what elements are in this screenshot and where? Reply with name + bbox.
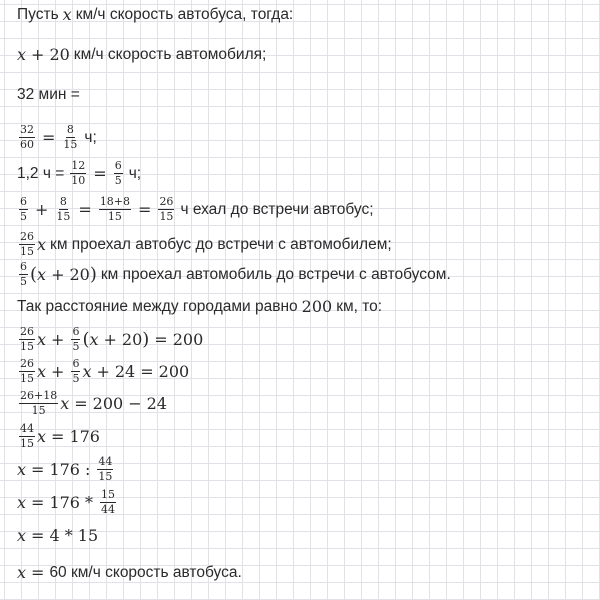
fraction bbox=[114, 160, 123, 187]
var-x: x bbox=[37, 264, 47, 284]
fraction bbox=[19, 261, 28, 288]
var-x: x bbox=[17, 526, 27, 545]
fraction bbox=[19, 390, 58, 417]
numerator: 12 bbox=[71, 159, 86, 172]
line-17 bbox=[17, 562, 592, 584]
equals-sign: = bbox=[31, 563, 45, 582]
fraction bbox=[62, 124, 78, 151]
line-1 bbox=[17, 4, 592, 26]
denominator: 15 bbox=[159, 210, 174, 223]
denominator: 5 bbox=[114, 174, 122, 187]
numerator: 26 bbox=[20, 325, 34, 338]
expression: 4 * 15 bbox=[49, 526, 99, 545]
line-9 bbox=[17, 296, 592, 318]
equals-sign: = bbox=[78, 199, 92, 219]
numerator: 6 bbox=[20, 195, 27, 208]
line-9-post: км, то: bbox=[336, 298, 383, 315]
numerator: 8 bbox=[66, 123, 74, 136]
numerator: 44 bbox=[20, 422, 34, 435]
denominator: 15 bbox=[63, 138, 78, 151]
line-6-post: ч ехал до встречи автобус; bbox=[180, 200, 374, 218]
line-15 bbox=[17, 489, 592, 516]
number: 20 bbox=[69, 264, 90, 284]
result: 200 bbox=[172, 329, 204, 349]
denominator: 15 bbox=[107, 210, 122, 223]
var-x: x bbox=[17, 563, 27, 582]
denominator: 44 bbox=[100, 503, 115, 516]
denominator: 15 bbox=[20, 372, 34, 385]
numerator: 26+18 bbox=[20, 389, 58, 402]
plus-sign: + bbox=[51, 361, 65, 381]
number: 20 bbox=[49, 45, 70, 64]
fraction bbox=[71, 358, 80, 385]
plus-sign: + bbox=[35, 199, 49, 219]
number: 176 bbox=[49, 459, 80, 479]
denominator: 10 bbox=[71, 174, 86, 187]
equals-sign: = bbox=[154, 329, 168, 349]
line-1-pre: Пусть bbox=[17, 6, 59, 23]
line-17-post: 60 км/ч скорость автобуса. bbox=[49, 564, 242, 581]
number: 200 bbox=[301, 297, 333, 316]
var-x: x bbox=[37, 329, 47, 349]
line-3 bbox=[17, 84, 592, 106]
var-x: x bbox=[89, 329, 99, 349]
fraction bbox=[99, 196, 131, 223]
denominator: 15 bbox=[56, 210, 71, 223]
line-2-post: км/ч скорость автомобиля; bbox=[73, 46, 267, 63]
line-4 bbox=[17, 124, 592, 151]
numerator: 44 bbox=[98, 455, 113, 468]
denominator: 5 bbox=[20, 275, 27, 288]
number: 200 bbox=[92, 393, 124, 413]
line-5-pre: 1,2 ч = bbox=[17, 164, 65, 182]
numerator: 26 bbox=[159, 195, 174, 208]
plus-sign: + bbox=[96, 361, 110, 381]
var-x: x bbox=[17, 459, 27, 479]
fraction bbox=[158, 196, 174, 223]
var-x: x bbox=[17, 45, 27, 64]
right-paren: ) bbox=[142, 328, 150, 350]
line-8-post: км проехал автомобиль до встречи с автобусом. bbox=[100, 265, 451, 283]
numerator: 18+8 bbox=[99, 195, 131, 208]
line-2 bbox=[17, 44, 592, 66]
var-x: x bbox=[17, 492, 27, 512]
numerator: 6 bbox=[20, 260, 27, 273]
left-paren: ( bbox=[30, 263, 38, 285]
numerator: 26 bbox=[20, 357, 34, 370]
line-11 bbox=[17, 358, 592, 385]
denominator: 5 bbox=[72, 372, 80, 385]
equals-sign: = bbox=[93, 163, 107, 183]
denominator: 15 bbox=[20, 340, 34, 353]
var-x: x bbox=[37, 426, 47, 446]
result: 200 bbox=[158, 361, 190, 381]
numerator: 6 bbox=[72, 357, 80, 370]
line-8 bbox=[17, 261, 592, 288]
line-4-post: ч; bbox=[84, 128, 97, 146]
fraction bbox=[19, 231, 35, 258]
equals-sign: = bbox=[51, 426, 65, 446]
numerator: 8 bbox=[59, 195, 67, 208]
denominator: 5 bbox=[72, 340, 80, 353]
var-x: x bbox=[82, 361, 92, 381]
line-12 bbox=[17, 390, 592, 417]
fraction bbox=[97, 456, 113, 483]
fraction bbox=[19, 358, 35, 385]
number: 176 bbox=[49, 492, 80, 512]
line-5-post: ч; bbox=[128, 164, 142, 182]
denominator: 5 bbox=[20, 210, 27, 223]
var-x: x bbox=[37, 361, 47, 381]
var-x: x bbox=[60, 393, 70, 413]
fraction bbox=[19, 124, 35, 151]
line-3-text: 32 мин = bbox=[17, 86, 80, 103]
right-paren: ) bbox=[89, 263, 97, 285]
equals-sign: = bbox=[74, 393, 88, 413]
equals-sign: = bbox=[42, 127, 56, 147]
number: 24 bbox=[114, 361, 136, 381]
plus-sign: + bbox=[103, 329, 117, 349]
numerator: 32 bbox=[20, 123, 34, 136]
line-16 bbox=[17, 525, 592, 547]
number: 20 bbox=[121, 329, 143, 349]
line-7-post: км проехал автобус до встречи с автомобилем; bbox=[50, 235, 392, 253]
line-13 bbox=[17, 423, 592, 450]
equals-sign: = bbox=[138, 199, 152, 219]
fraction bbox=[19, 423, 35, 450]
left-paren: ( bbox=[82, 328, 90, 350]
fraction bbox=[70, 160, 86, 187]
line-5 bbox=[17, 160, 592, 187]
equals-sign: = bbox=[31, 526, 45, 545]
minus-sign: − bbox=[128, 393, 142, 413]
multiply-sign: * bbox=[84, 492, 93, 512]
line-1-post: км/ч скорость автобуса, тогда: bbox=[75, 6, 294, 23]
var-x: x bbox=[62, 5, 72, 24]
result: 176 bbox=[69, 426, 100, 446]
equals-sign: = bbox=[31, 492, 45, 512]
line-9-pre: Так расстояние между городами равно bbox=[17, 298, 298, 315]
fraction bbox=[55, 196, 71, 223]
denominator: 60 bbox=[20, 138, 34, 151]
plus-sign: + bbox=[51, 264, 65, 284]
line-6 bbox=[17, 196, 592, 223]
plus-sign: + bbox=[51, 329, 65, 349]
denominator: 15 bbox=[20, 437, 34, 450]
numerator: 26 bbox=[20, 230, 34, 243]
equals-sign: = bbox=[31, 459, 45, 479]
numerator: 6 bbox=[72, 325, 80, 338]
plus-sign: + bbox=[31, 45, 45, 64]
denominator: 15 bbox=[98, 470, 113, 483]
equals-sign: = bbox=[140, 361, 154, 381]
line-7 bbox=[17, 231, 592, 258]
fraction bbox=[19, 196, 28, 223]
divide-sign: : bbox=[84, 459, 91, 479]
fraction bbox=[100, 489, 116, 516]
denominator: 15 bbox=[20, 245, 34, 258]
line-10 bbox=[17, 326, 592, 353]
number: 24 bbox=[146, 393, 167, 413]
denominator: 15 bbox=[31, 404, 46, 417]
fraction bbox=[71, 326, 80, 353]
fraction bbox=[19, 326, 35, 353]
var-x: x bbox=[37, 234, 47, 254]
line-14 bbox=[17, 456, 592, 483]
numerator: 15 bbox=[100, 488, 115, 501]
numerator: 6 bbox=[114, 159, 122, 172]
